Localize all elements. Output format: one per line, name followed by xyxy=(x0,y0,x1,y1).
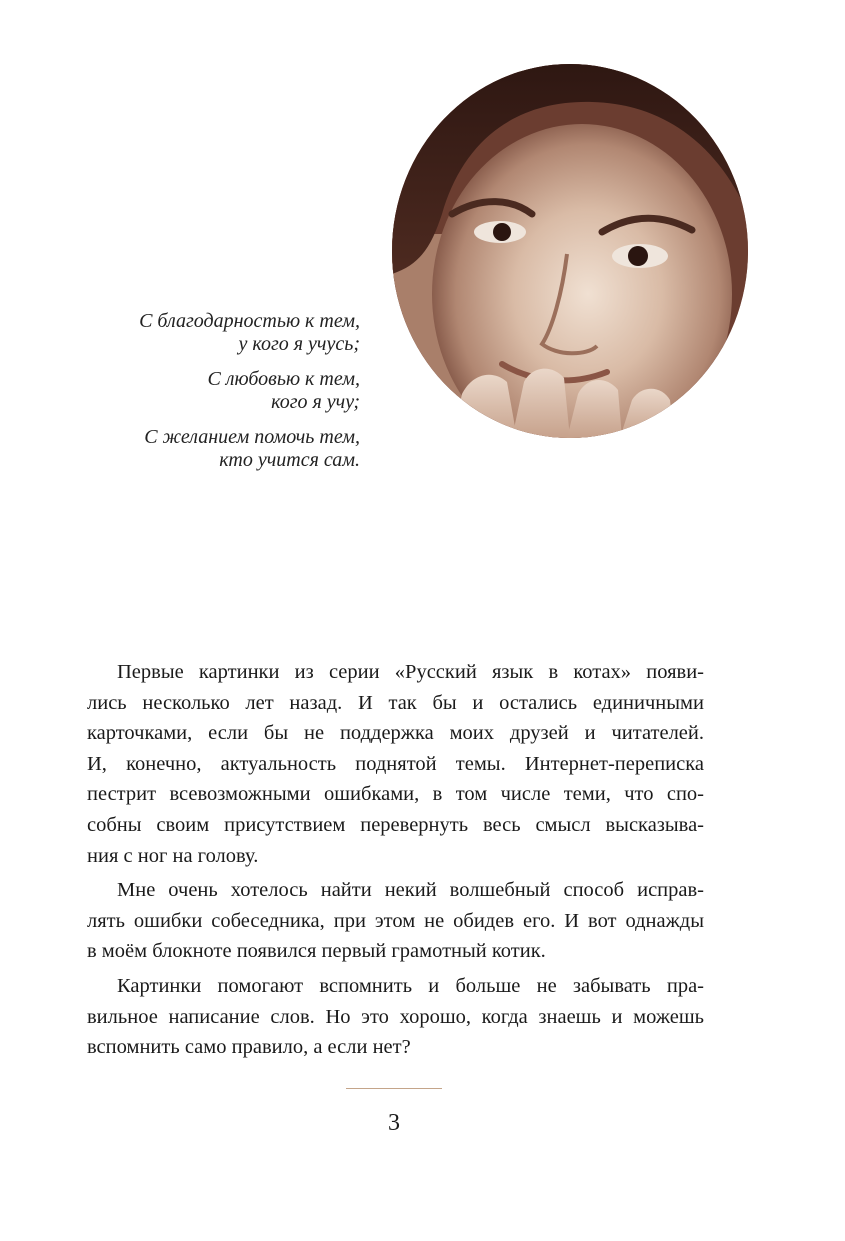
paragraph xyxy=(87,657,704,871)
preface-text xyxy=(87,657,704,1067)
text-line: Мне очень хотелось найти некий волшебный способ исправ- xyxy=(117,879,704,902)
text-line: вспомнить само правило, а если нет? xyxy=(87,1036,411,1059)
dedication-verse xyxy=(60,426,360,472)
dedication-line: кто учится сам. xyxy=(219,449,360,471)
text-line: Картинки помогают вспомнить и больше не забывать пра- xyxy=(117,974,704,997)
dedication-line: С благодарностью к тем, xyxy=(139,310,360,332)
text-line: И, конечно, актуальность поднятой темы. Интернет-переписка xyxy=(87,752,704,775)
dedication-line: С желанием помочь тем, xyxy=(144,426,360,448)
page-number: 3 xyxy=(388,1110,400,1136)
text-line: лись несколько лет назад. И так бы и остались единичными xyxy=(87,691,704,714)
dedication-line: у кого я учусь; xyxy=(238,333,360,355)
text-line: собны своим присутствием перевернуть весь смысл высказыва- xyxy=(87,813,704,836)
text-line: карточками, если бы не поддержка моих друзей и читателей. xyxy=(87,722,704,745)
text-line: пестрит всевозможными ошибками, в том числе теми, что спо- xyxy=(87,783,704,806)
footer-rule xyxy=(346,1088,442,1089)
dedication-line: С любовью к тем, xyxy=(207,368,360,390)
text-line: в моём блокноте появился первый грамотный котик. xyxy=(87,940,546,963)
text-line: ния с ног на голову. xyxy=(87,844,259,867)
dedication-verse xyxy=(60,368,360,414)
dedication-line: кого я учу; xyxy=(271,391,360,413)
paragraph xyxy=(87,875,704,967)
author-portrait-image xyxy=(392,64,748,438)
text-line: Первые картинки из серии «Русский язык в котах» появи- xyxy=(117,661,704,683)
dedication-verse xyxy=(60,310,360,356)
author-portrait xyxy=(392,64,748,438)
dedication xyxy=(60,310,360,484)
paragraph xyxy=(87,971,704,1063)
text-line: лять ошибки собеседника, при этом не обидев его. И вот однажды xyxy=(87,909,704,932)
text-line: вильное написание слов. Но это хорошо, когда знаешь и можешь xyxy=(87,1005,704,1028)
